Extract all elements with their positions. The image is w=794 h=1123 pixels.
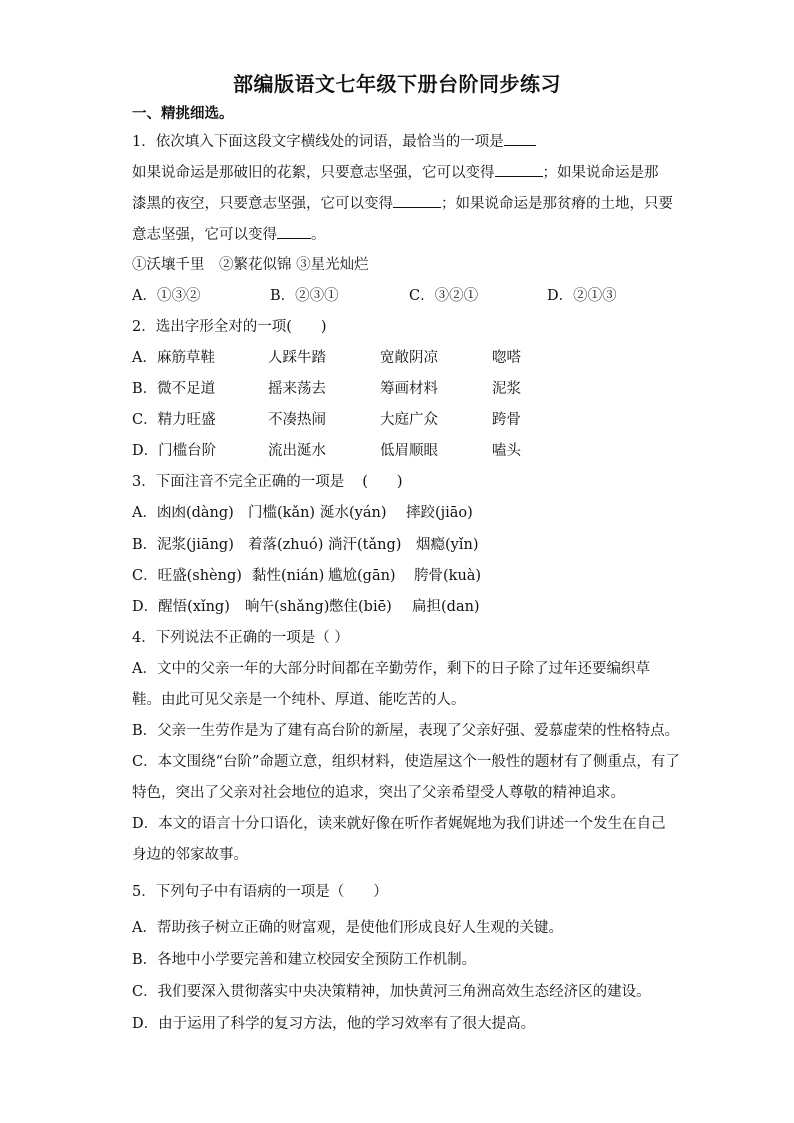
- q2-option-d-word: 嗑头: [492, 443, 521, 459]
- q2-option-c-word: 跨骨: [492, 412, 521, 428]
- q2-option-b-word: 筹画材料: [380, 381, 438, 397]
- q4-option-c-continued: 特色，突出了父亲对社会地位的追求，突出了父亲希望受人尊敬的精神追求。: [132, 785, 625, 801]
- q2-option-b-word: 泥浆: [492, 381, 521, 397]
- q2-option-c[interactable]: C．精力旺盛: [132, 412, 216, 428]
- q3-option-b[interactable]: B．泥浆(jiāng): [132, 537, 234, 553]
- q3-option-b-word: 烟瘾(yǐn): [416, 537, 479, 553]
- q4-option-a[interactable]: A．文中的父亲一年的大部分时间都在辛勤劳作，剩下的日子除了过年还要编织草: [132, 661, 650, 677]
- q2-option-b[interactable]: B．微不足道: [132, 381, 216, 397]
- q2-option-a-word: 唿嗒: [492, 350, 521, 366]
- q3-option-a[interactable]: A．凼凼(dàng): [132, 505, 234, 521]
- q3-option-c[interactable]: C．旺盛(shèng): [132, 568, 242, 584]
- q4-option-d-continued: 身边的邻家故事。: [132, 847, 248, 863]
- question-1-passage-line-2: 漆黑的夜空，只要意志坚强，它可以变得 ；如果说命运是那贫瘠的土地，只要: [132, 193, 673, 214]
- q3-option-d[interactable]: D．醒悟(xǐng): [132, 599, 230, 615]
- q5-option-d[interactable]: D．由于运用了科学的复习方法，他的学习效率有了很大提高。: [132, 1016, 536, 1032]
- q1-option-c[interactable]: C．③②①: [409, 288, 479, 304]
- answer-paren[interactable]: ( ): [362, 474, 403, 490]
- q4-option-d[interactable]: D．本文的语言十分口语化，读来就好像在听作者娓娓地为我们讲述一个发生在自己: [132, 816, 666, 832]
- fill-blank-3[interactable]: [277, 224, 311, 239]
- q3-option-a-word: 摔跤(jiāo): [406, 505, 473, 521]
- q5-option-b[interactable]: B．各地中小学要完善和建立校园安全预防工作机制。: [132, 952, 477, 968]
- q3-option-c-word: 黏性(nián): [252, 568, 325, 584]
- q5-option-c[interactable]: C．我们要深入贯彻落实中央决策精神，加快黄河三角洲高效生态经济区的建设。: [132, 984, 651, 1000]
- q2-option-a-word: 人踩牛踏: [268, 350, 326, 366]
- q3-option-a-word: 涎水(yán): [320, 505, 387, 521]
- answer-blank[interactable]: [504, 131, 536, 146]
- q2-option-c-word: 不凑热闹: [268, 412, 326, 428]
- q2-option-d-word: 流出涎水: [268, 443, 326, 459]
- q1-option-b[interactable]: B．②③①: [270, 288, 339, 304]
- q2-option-a[interactable]: A．麻筋草鞋: [132, 350, 215, 366]
- page-title: 部编版语文七年级下册台阶同步练习: [233, 72, 561, 96]
- q3-option-c-word: 尴尬(gān): [328, 568, 396, 584]
- q3-option-d-word: 扁担(dan): [412, 599, 480, 615]
- q4-option-a-continued: 鞋。由此可见父亲是一个纯朴、厚道、能吃苦的人。: [132, 692, 466, 708]
- question-1-passage-line-1: 如果说命运是那破旧的花絮，只要意志坚强，它可以变得 ；如果说命运是那: [132, 162, 659, 183]
- q3-option-d-word: 晌午(shǎng): [245, 599, 330, 615]
- q4-option-b[interactable]: B．父亲一生劳作是为了建有高台阶的新屋，表现了父亲好强、爱慕虚荣的性格特点。: [132, 723, 680, 739]
- q2-option-c-word: 大庭广众: [380, 412, 438, 428]
- question-1-passage-line-3: 意志坚强，它可以变得 。: [132, 224, 326, 245]
- question-2-stem: 2．选出字形全对的一项( ): [132, 319, 327, 335]
- q2-option-d-word: 低眉顺眼: [380, 443, 438, 459]
- q3-option-b-word: 着落(zhuó): [248, 537, 324, 553]
- question-1-choices: ①沃壤千里 ②繁花似锦 ③星光灿烂: [132, 257, 369, 273]
- question-4-stem: 4．下列说法不正确的一项是（ ）: [132, 630, 349, 646]
- fill-blank-2[interactable]: [393, 193, 441, 208]
- question-3-stem: 3．下面注音不完全正确的一项是 ( ): [132, 474, 403, 490]
- q3-option-c-word: 胯骨(kuà): [414, 568, 482, 584]
- q1-option-a[interactable]: A．①③②: [132, 288, 201, 304]
- q5-option-a[interactable]: A．帮助孩子树立正确的财富观，是使他们形成良好人生观的关键。: [132, 920, 563, 936]
- fill-blank-1[interactable]: [495, 162, 543, 177]
- q4-option-c[interactable]: C．本文围绕“台阶”命题立意，组织材料，使造屋这个一般性的题材有了侧重点，有了: [132, 754, 680, 770]
- q2-option-d[interactable]: D．门槛台阶: [132, 443, 217, 459]
- q2-option-b-word: 摇来荡去: [268, 381, 326, 397]
- q3-option-a-word: 门槛(kǎn): [248, 505, 316, 521]
- section-heading: 一、精挑细选。: [132, 106, 234, 122]
- q3-option-b-word: 淌汗(tǎng): [328, 537, 402, 553]
- question-5-stem: 5．下列句子中有语病的一项是（ ）: [132, 884, 388, 900]
- q1-option-d[interactable]: D．②①③: [547, 288, 617, 304]
- q3-option-d-word: 憋住(biē): [329, 599, 392, 615]
- q2-option-a-word: 宽敞阴凉: [380, 350, 438, 366]
- question-1-stem: 1．依次填入下面这段文字横线处的词语，最恰当的一项是: [132, 131, 536, 152]
